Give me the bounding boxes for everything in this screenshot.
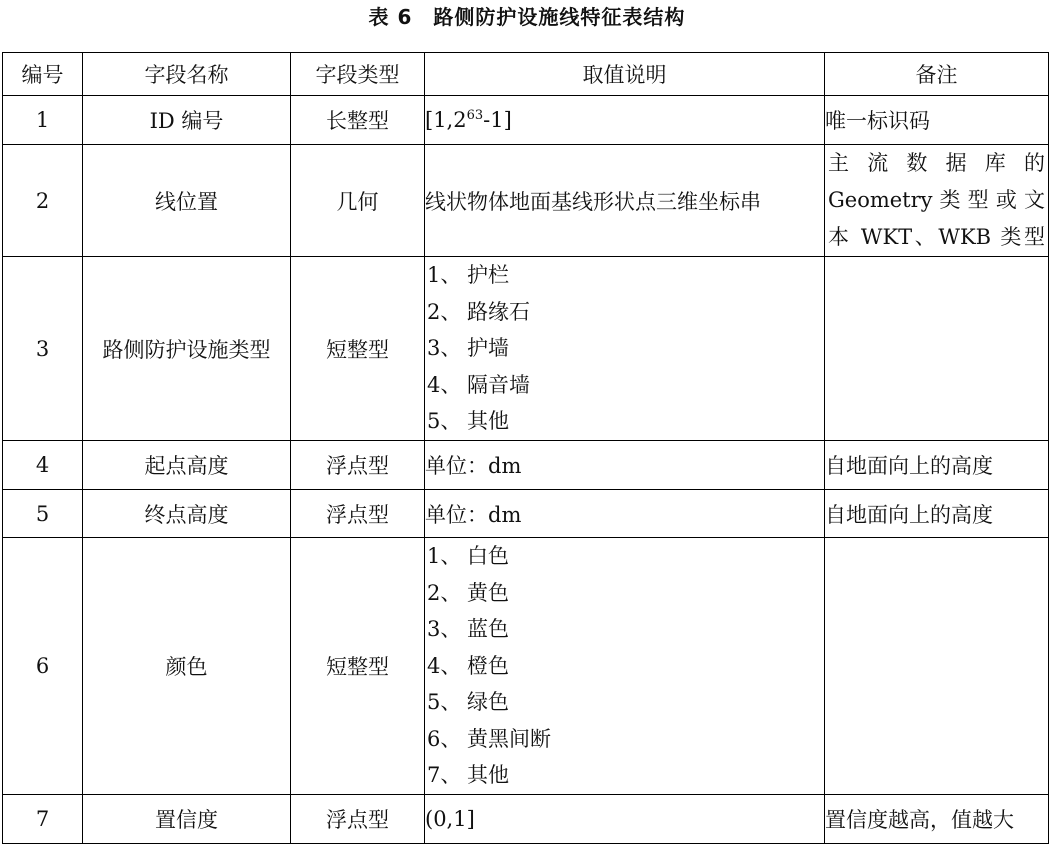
cell-field-type: 浮点型 xyxy=(291,794,425,843)
option-label: 路缘石 xyxy=(467,299,530,324)
cell-remarks xyxy=(825,257,1049,441)
header-field-type: 字段类型 xyxy=(291,53,425,96)
cell-number: 3 xyxy=(3,257,83,441)
option-label: 护栏 xyxy=(467,263,509,288)
cell-number: 5 xyxy=(3,490,83,538)
header-value-description: 取值说明 xyxy=(425,53,825,96)
cell-field-type: 短整型 xyxy=(291,538,425,795)
option-number: 1、 xyxy=(427,544,462,568)
table-row xyxy=(3,441,1049,490)
option-number: 3、 xyxy=(427,617,462,641)
table-row xyxy=(3,257,1049,441)
cell-value-description: 单位：dm xyxy=(425,441,825,490)
cell-field-type: 长整型 xyxy=(291,96,425,145)
field-structure-table xyxy=(2,52,1049,844)
option-label: 隔音墙 xyxy=(467,372,530,397)
table-row xyxy=(3,96,1049,145)
header-remarks: 备注 xyxy=(825,53,1049,96)
table-row xyxy=(3,794,1049,843)
option-label: 白色 xyxy=(467,544,509,568)
header-field-name: 字段名称 xyxy=(83,53,291,96)
option-number: 6、 xyxy=(427,726,462,751)
range-prefix: [1,2 xyxy=(425,108,467,132)
list-item xyxy=(427,721,824,758)
cell-remarks: 自地面向上的高度 xyxy=(825,490,1049,538)
list-item xyxy=(427,575,824,612)
cell-field-name: ID 编号 xyxy=(83,96,291,145)
option-number: 2、 xyxy=(427,299,462,324)
cell-value-description xyxy=(425,538,825,795)
cell-remarks xyxy=(825,145,1049,257)
option-label: 橙色 xyxy=(467,653,509,678)
option-label: 绿色 xyxy=(467,690,509,714)
cell-remarks: 自地面向上的高度 xyxy=(825,441,1049,490)
option-list xyxy=(425,538,824,794)
cell-value-description xyxy=(425,257,825,441)
cell-field-type: 短整型 xyxy=(291,257,425,441)
cell-field-name: 路侧防护设施类型 xyxy=(83,257,291,441)
table-row xyxy=(3,538,1049,795)
cell-field-name: 起点高度 xyxy=(83,441,291,490)
list-item xyxy=(427,684,824,721)
cell-value-description: 线状物体地面基线形状点三维坐标串 xyxy=(425,145,825,257)
option-label: 蓝色 xyxy=(467,617,509,641)
cell-number: 1 xyxy=(3,96,83,145)
list-item xyxy=(427,257,824,294)
list-item xyxy=(427,648,824,685)
option-number: 4、 xyxy=(427,372,462,397)
option-number: 5、 xyxy=(427,409,462,434)
cell-number: 2 xyxy=(3,145,83,257)
option-number: 2、 xyxy=(427,580,462,605)
option-label: 黄黑间断 xyxy=(467,726,551,751)
cell-remarks xyxy=(825,538,1049,795)
table-row xyxy=(3,490,1049,538)
remarks-text: 主 流 数 据 库 的 Geometry 类 型 或 文 本 WKT、WKB 类型 xyxy=(828,151,1045,249)
option-label: 护墙 xyxy=(467,336,509,361)
cell-field-name: 置信度 xyxy=(83,794,291,843)
list-item xyxy=(427,538,824,575)
cell-value-description xyxy=(425,96,825,145)
option-number: 4、 xyxy=(427,653,462,678)
cell-field-type: 浮点型 xyxy=(291,490,425,538)
table-row xyxy=(3,145,1049,257)
cell-field-type: 浮点型 xyxy=(291,441,425,490)
option-list xyxy=(425,257,824,440)
option-label: 其他 xyxy=(467,763,509,787)
cell-remarks: 唯一标识码 xyxy=(825,96,1049,145)
cell-remarks: 置信度越高，值越大 xyxy=(825,794,1049,843)
option-number: 7、 xyxy=(427,763,462,787)
list-item xyxy=(427,367,824,404)
list-item xyxy=(427,757,824,794)
cell-field-name: 线位置 xyxy=(83,145,291,257)
option-number: 5、 xyxy=(427,690,462,714)
range-exponent: 63 xyxy=(466,108,484,123)
cell-value-description: 单位：dm xyxy=(425,490,825,538)
range-suffix: -1] xyxy=(483,108,512,132)
cell-number: 4 xyxy=(3,441,83,490)
cell-field-name: 颜色 xyxy=(83,538,291,795)
cell-field-type: 几何 xyxy=(291,145,425,257)
cell-field-name: 终点高度 xyxy=(83,490,291,538)
list-item xyxy=(427,330,824,367)
list-item xyxy=(427,294,824,331)
list-item xyxy=(427,403,824,440)
cell-value-description: (0,1] xyxy=(425,794,825,843)
cell-number: 6 xyxy=(3,538,83,795)
option-label: 黄色 xyxy=(467,580,509,605)
header-row xyxy=(3,53,1049,96)
option-label: 其他 xyxy=(467,409,509,434)
option-number: 1、 xyxy=(427,263,462,288)
cell-number: 7 xyxy=(3,794,83,843)
option-number: 3、 xyxy=(427,336,462,361)
list-item xyxy=(427,611,824,648)
table-caption: 表 6 路侧防护设施线特征表结构 xyxy=(368,5,686,29)
header-number: 编号 xyxy=(3,53,83,96)
